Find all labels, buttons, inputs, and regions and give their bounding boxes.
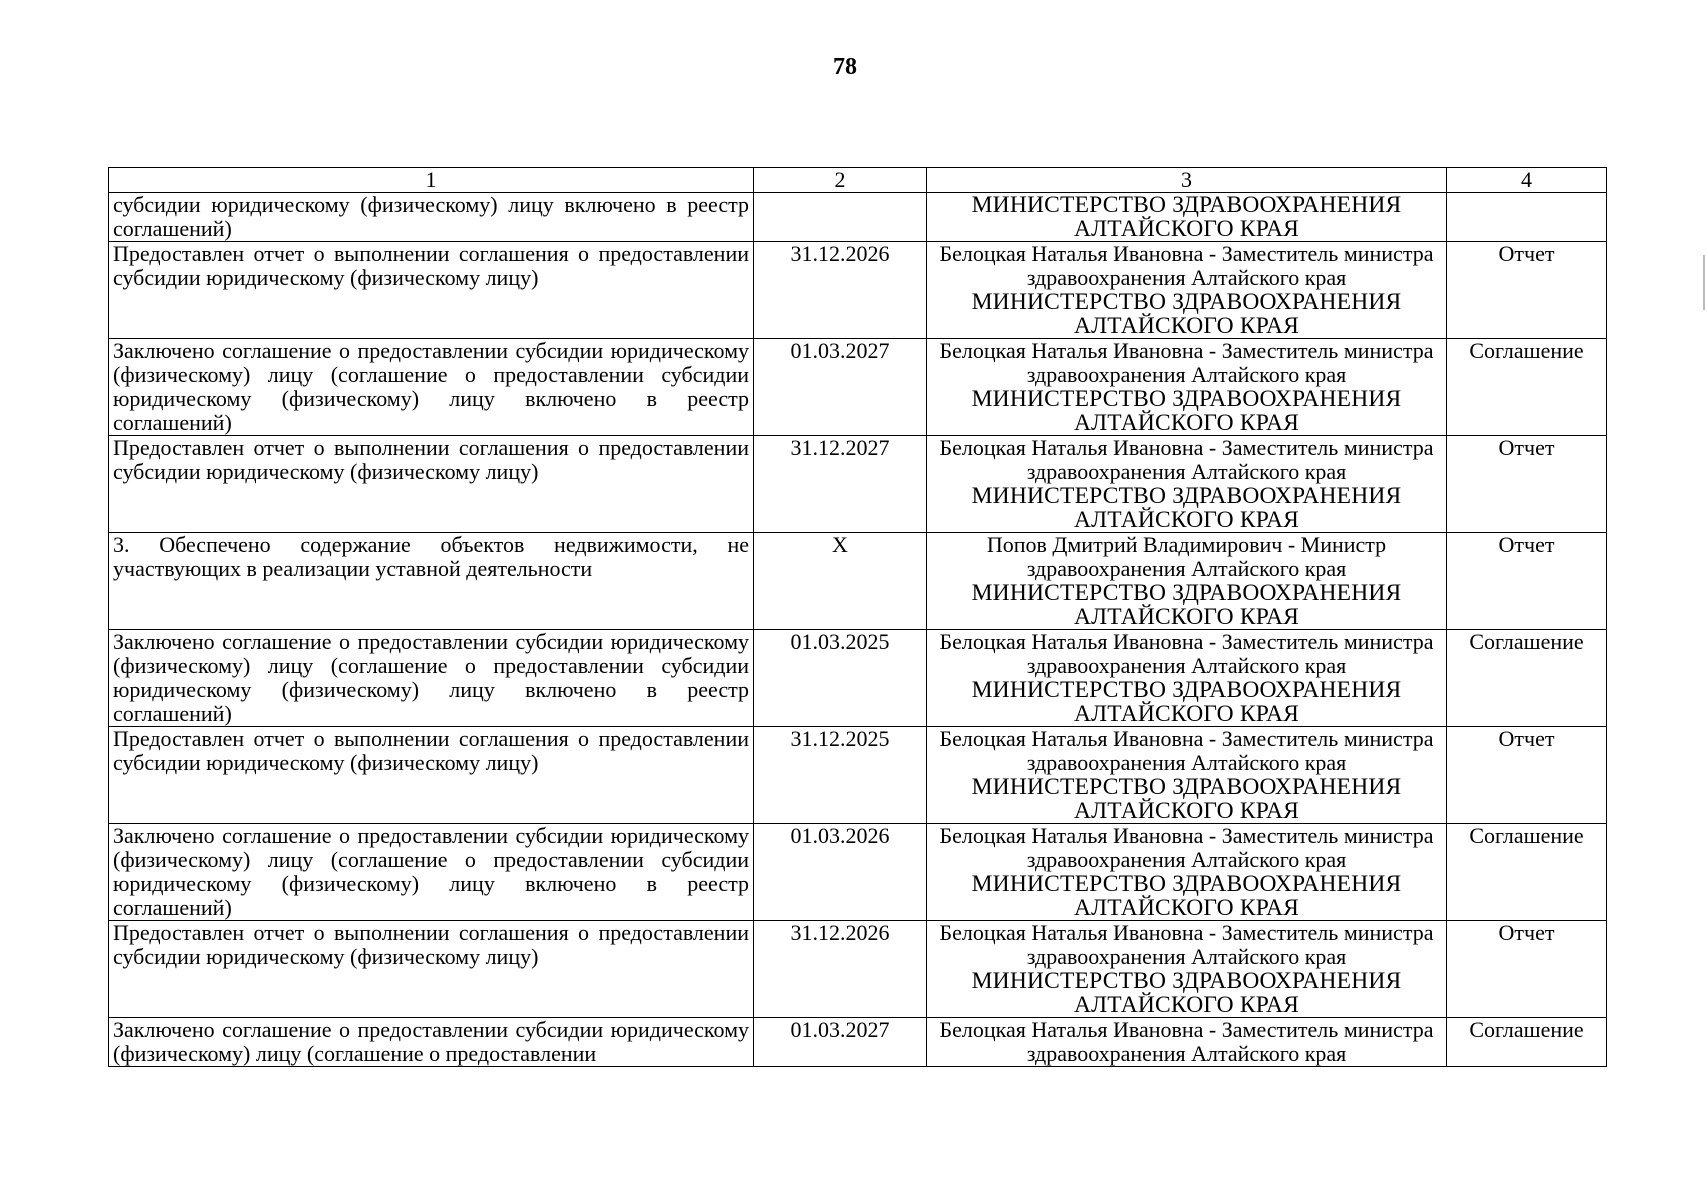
responsible-cell (927, 630, 1447, 727)
table-row (109, 824, 1607, 921)
ministry-name: МИНИСТЕРСТВО ЗДРАВООХРАНЕНИЯ АЛТАЙСКОГО КРАЯ (971, 871, 1402, 921)
activity-cell: Предоставлен отчет о выполнении соглашения о предоставлении субсидии юридическому (физическому лицу) (109, 921, 754, 1018)
responsible-cell (927, 824, 1447, 921)
date-cell: X (754, 533, 927, 630)
activity-cell: 3. Обеспечено содержание объектов недвижимости, не участвующих в реализации уставной деятельности (109, 533, 754, 630)
ministry-name: МИНИСТЕРСТВО ЗДРАВООХРАНЕНИЯ АЛТАЙСКОГО КРАЯ (971, 386, 1402, 436)
responsible-person: Белоцкая Наталья Ивановна - Заместитель министра здравоохранения Алтайского края (939, 338, 1434, 387)
table-row (109, 1018, 1607, 1067)
responsible-person: Белоцкая Наталья Ивановна - Заместитель министра здравоохранения Алтайского края (939, 241, 1434, 290)
table-header-row (109, 168, 1607, 193)
table-row (109, 727, 1607, 824)
activity-cell: Заключено соглашение о предоставлении субсидии юридическому (физическому) лицу (соглашение о предоставлении субсидии юридическому (физическому) лицу включено в реестр соглашений) (109, 630, 754, 727)
responsible-cell (927, 1018, 1447, 1067)
activity-cell: Предоставлен отчет о выполнении соглашения о предоставлении субсидии юридическому (физическому лицу) (109, 242, 754, 339)
responsible-person: Белоцкая Наталья Ивановна - Заместитель министра здравоохранения Алтайского края (939, 726, 1434, 775)
ministry-name: МИНИСТЕРСТВО ЗДРАВООХРАНЕНИЯ АЛТАЙСКОГО КРАЯ (971, 192, 1402, 242)
table-row (109, 630, 1607, 727)
activity-cell: Заключено соглашение о предоставлении субсидии юридическому (физическому) лицу (соглашение о предоставлении субсидии юридическому (физическому) лицу включено в реестр соглашений) (109, 339, 754, 436)
table-row (109, 242, 1607, 339)
document-cell: Отчет (1447, 727, 1607, 824)
plan-table (108, 167, 1607, 1067)
activity-cell: Предоставлен отчет о выполнении соглашения о предоставлении субсидии юридическому (физическому лицу) (109, 436, 754, 533)
column-header-3: 3 (927, 168, 1447, 193)
responsible-cell (927, 193, 1447, 242)
date-cell: 31.12.2026 (754, 921, 927, 1018)
ministry-name: МИНИСТЕРСТВО ЗДРАВООХРАНЕНИЯ АЛТАЙСКОГО КРАЯ (971, 580, 1402, 630)
table-row (109, 533, 1607, 630)
document-cell: Соглашение (1447, 630, 1607, 727)
responsible-person: Белоцкая Наталья Ивановна - Заместитель министра здравоохранения Алтайского края (939, 823, 1434, 872)
responsible-cell (927, 242, 1447, 339)
responsible-cell (927, 727, 1447, 824)
column-header-2: 2 (754, 168, 927, 193)
column-header-1: 1 (109, 168, 754, 193)
responsible-cell (927, 339, 1447, 436)
responsible-person: Белоцкая Наталья Ивановна - Заместитель министра здравоохранения Алтайского края (939, 1017, 1434, 1066)
date-cell: 01.03.2027 (754, 1018, 927, 1067)
ministry-name: МИНИСТЕРСТВО ЗДРАВООХРАНЕНИЯ АЛТАЙСКОГО КРАЯ (971, 483, 1402, 533)
responsible-person: Попов Дмитрий Владимирович - Министр здравоохранения Алтайского края (986, 532, 1387, 581)
document-cell: Соглашение (1447, 1018, 1607, 1067)
ministry-name: МИНИСТЕРСТВО ЗДРАВООХРАНЕНИЯ АЛТАЙСКОГО КРАЯ (971, 774, 1402, 824)
document-cell: Соглашение (1447, 339, 1607, 436)
table-row (109, 193, 1607, 242)
date-cell: 31.12.2026 (754, 242, 927, 339)
ministry-name: МИНИСТЕРСТВО ЗДРАВООХРАНЕНИЯ АЛТАЙСКОГО КРАЯ (971, 968, 1402, 1018)
date-cell: 01.03.2027 (754, 339, 927, 436)
document-cell: Отчет (1447, 242, 1607, 339)
table-row (109, 436, 1607, 533)
responsible-person: Белоцкая Наталья Ивановна - Заместитель министра здравоохранения Алтайского края (939, 629, 1434, 678)
date-cell (754, 193, 927, 242)
document-cell (1447, 193, 1607, 242)
activity-cell: Заключено соглашение о предоставлении субсидии юридическому (физическому) лицу (соглашение о предоставлении субсидии юридическому (физическому) лицу включено в реестр соглашений) (109, 824, 754, 921)
column-header-4: 4 (1447, 168, 1607, 193)
ministry-name: МИНИСТЕРСТВО ЗДРАВООХРАНЕНИЯ АЛТАЙСКОГО КРАЯ (971, 289, 1402, 339)
responsible-person: Белоцкая Наталья Ивановна - Заместитель министра здравоохранения Алтайского края (939, 435, 1434, 484)
date-cell: 31.12.2025 (754, 727, 927, 824)
responsible-person: Белоцкая Наталья Ивановна - Заместитель министра здравоохранения Алтайского края (939, 920, 1434, 969)
document-cell: Соглашение (1447, 824, 1607, 921)
responsible-cell (927, 533, 1447, 630)
scan-edge-mark (1703, 255, 1705, 310)
document-cell: Отчет (1447, 533, 1607, 630)
page-number: 78 (833, 54, 857, 80)
table-row (109, 339, 1607, 436)
table-row (109, 921, 1607, 1018)
document-cell: Отчет (1447, 921, 1607, 1018)
activity-cell: Заключено соглашение о предоставлении субсидии юридическому (физическому) лицу (соглашение о предоставлении (109, 1018, 754, 1067)
ministry-name: МИНИСТЕРСТВО ЗДРАВООХРАНЕНИЯ АЛТАЙСКОГО КРАЯ (971, 677, 1402, 727)
activity-cell: Предоставлен отчет о выполнении соглашения о предоставлении субсидии юридическому (физическому лицу) (109, 727, 754, 824)
date-cell: 01.03.2025 (754, 630, 927, 727)
date-cell: 01.03.2026 (754, 824, 927, 921)
responsible-cell (927, 436, 1447, 533)
document-cell: Отчет (1447, 436, 1607, 533)
responsible-cell (927, 921, 1447, 1018)
activity-cell: субсидии юридическому (физическому) лицу включено в реестр соглашений) (109, 193, 754, 242)
date-cell: 31.12.2027 (754, 436, 927, 533)
